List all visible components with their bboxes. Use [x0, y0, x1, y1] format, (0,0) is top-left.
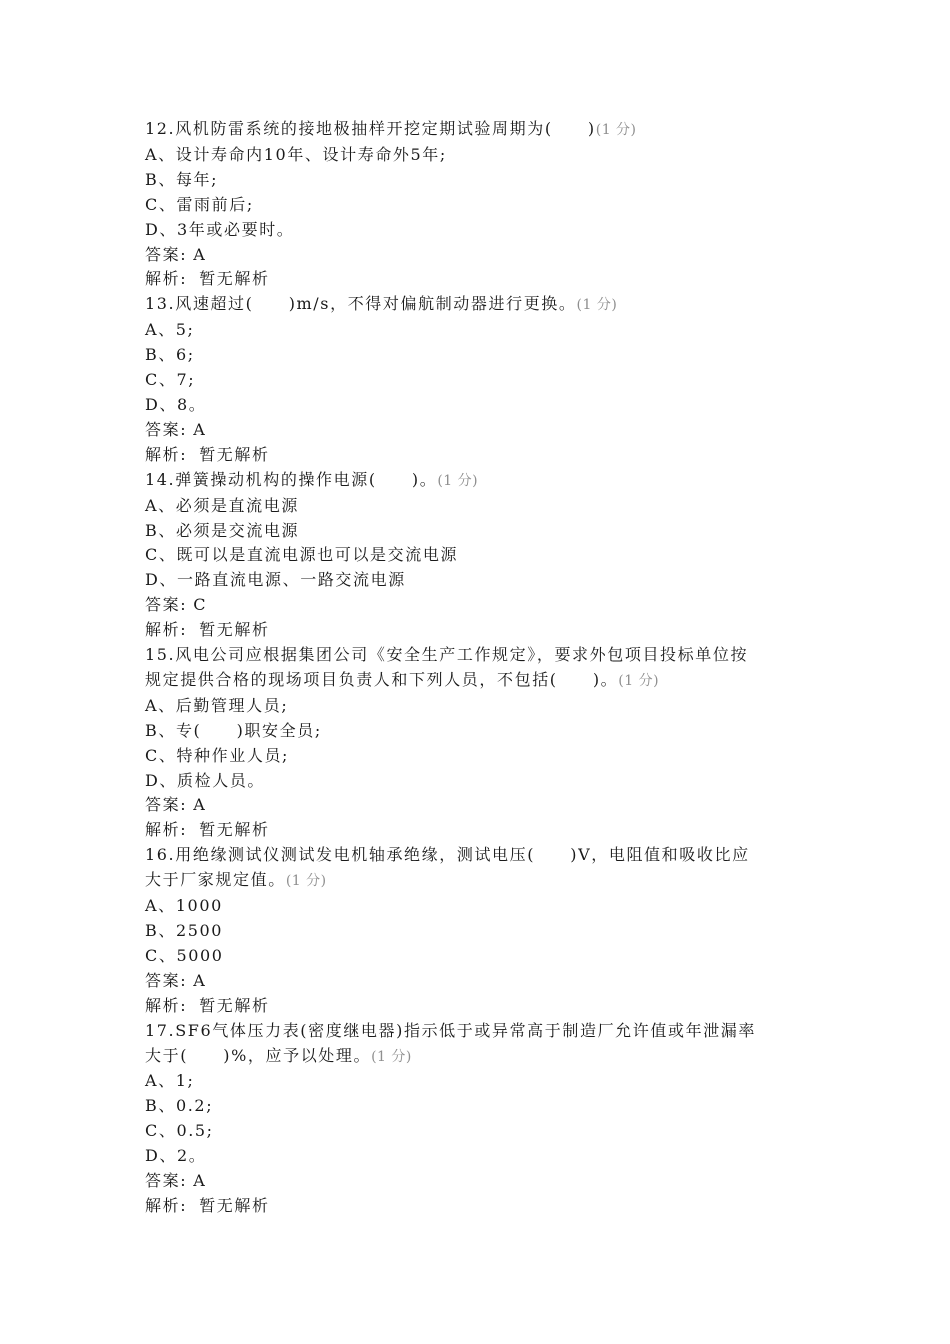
question-score: (1 分): [595, 122, 637, 138]
analysis-line: [145, 1194, 815, 1219]
question-stem-line-1: 15.风电公司应根据集团公司《安全生产工作规定》，要求外包项目投标单位按: [145, 645, 749, 665]
option-a: A、1;: [145, 1071, 195, 1091]
question-stem: [145, 468, 815, 494]
question-stem-text: 12.风机防雷系统的接地极抽样开挖定期试验周期为( ): [145, 119, 596, 138]
analysis-label: 解析:: [145, 820, 188, 840]
answer-label: 答案:: [145, 419, 188, 439]
question-stem-line-2: [145, 868, 815, 894]
option-d: D、3年或必要时。: [145, 219, 295, 239]
exam-page: [145, 117, 815, 1219]
question-stem-text: 大于厂家规定值。: [145, 870, 286, 890]
option-a: A、设计寿命内10年、设计寿命外5年;: [145, 144, 447, 164]
question-13: [145, 292, 815, 467]
answer-value: A: [193, 419, 207, 439]
question-score: (1 分): [285, 873, 327, 890]
question-score: (1 分): [437, 472, 479, 489]
option-d: D、2。: [145, 1146, 207, 1166]
answer-label: 答案:: [145, 1171, 188, 1191]
answer-label: 答案:: [145, 795, 188, 815]
analysis-value: 暂无解析: [199, 820, 270, 840]
answer-value: A: [193, 1171, 207, 1191]
analysis-label: 解析:: [145, 620, 188, 640]
answer-label: 答案:: [145, 595, 188, 615]
analysis-label: 解析:: [145, 269, 188, 289]
option-b: B、必须是交流电源: [145, 520, 300, 540]
analysis-line: [145, 267, 815, 292]
analysis-line: [145, 618, 815, 643]
analysis-label: 解析:: [145, 1195, 188, 1215]
question-score: (1 分): [576, 297, 618, 314]
question-stem-text: 规定提供合格的现场项目负责人和下列人员，不包括( )。: [145, 669, 619, 689]
analysis-label: 解析:: [145, 995, 188, 1015]
analysis-line: [145, 818, 815, 843]
option-b: B、6;: [145, 345, 195, 365]
option-c: C、雷雨前后;: [145, 194, 254, 214]
answer-label: 答案:: [145, 970, 188, 990]
answer-line: [145, 969, 815, 994]
option-b: B、每年;: [145, 169, 219, 189]
option-b: B、2500: [145, 921, 224, 940]
answer-line: [145, 793, 815, 818]
question-stem-line-2: [145, 668, 815, 694]
analysis-value: 暂无解析: [199, 995, 270, 1015]
question-stem: [145, 117, 815, 143]
question-stem-text: 14.弹簧操动机构的操作电源( )。: [145, 469, 438, 489]
option-c: C、0.5;: [145, 1121, 214, 1141]
answer-label: 答案:: [145, 244, 188, 264]
option-a: A、5;: [145, 320, 195, 340]
question-score: (1 分): [618, 672, 660, 689]
answer-line: [145, 243, 815, 268]
option-c: C、5000: [145, 945, 224, 965]
question-15: [145, 643, 815, 843]
option-c: C、既可以是直流电源也可以是交流电源: [145, 545, 459, 565]
option-d: D、一路直流电源、一路交流电源: [145, 570, 406, 590]
answer-value: A: [193, 244, 207, 264]
question-stem-line-2: [145, 1044, 815, 1070]
answer-value: A: [193, 970, 207, 990]
question-stem-text: 大于( )%，应予以处理。: [145, 1045, 372, 1065]
answer-line: [145, 418, 815, 443]
question-stem-line-1: 16.用绝缘测试仪测试发电机轴承绝缘，测试电压( )V，电阻值和吸收比应: [145, 845, 750, 865]
analysis-line: [145, 994, 815, 1019]
option-c: C、特种作业人员;: [145, 745, 290, 765]
answer-value: C: [193, 595, 208, 615]
question-stem-text: 13.风速超过( )m/s，不得对偏航制动器进行更换。: [145, 294, 577, 314]
option-a: A、必须是直流电源: [145, 495, 299, 515]
question-stem: [145, 292, 815, 318]
question-stem-line-1: 17.SF6气体压力表(密度继电器)指示低于或异常高于制造厂允许值或年泄漏率: [145, 1020, 756, 1040]
question-14: [145, 468, 815, 643]
analysis-value: 暂无解析: [199, 620, 270, 640]
question-17: [145, 1019, 815, 1219]
question-16: [145, 843, 815, 1018]
option-a: A、后勤管理人员;: [145, 695, 289, 715]
analysis-value: 暂无解析: [199, 444, 270, 464]
question-score: (1 分): [371, 1048, 412, 1065]
answer-value: A: [193, 795, 207, 815]
option-d: D、8。: [145, 394, 207, 414]
option-c: C、7;: [145, 370, 196, 390]
analysis-value: 暂无解析: [199, 1195, 270, 1215]
answer-line: [145, 1169, 815, 1194]
question-12: [145, 117, 815, 292]
analysis-value: 暂无解析: [199, 269, 270, 289]
option-a: A、1000: [145, 896, 223, 916]
option-b: B、0.2;: [145, 1096, 214, 1116]
analysis-line: [145, 443, 815, 468]
answer-line: [145, 593, 815, 618]
option-d: D、质检人员。: [145, 770, 266, 790]
option-b: B、专( )职安全员;: [145, 720, 322, 740]
analysis-label: 解析:: [145, 444, 188, 464]
